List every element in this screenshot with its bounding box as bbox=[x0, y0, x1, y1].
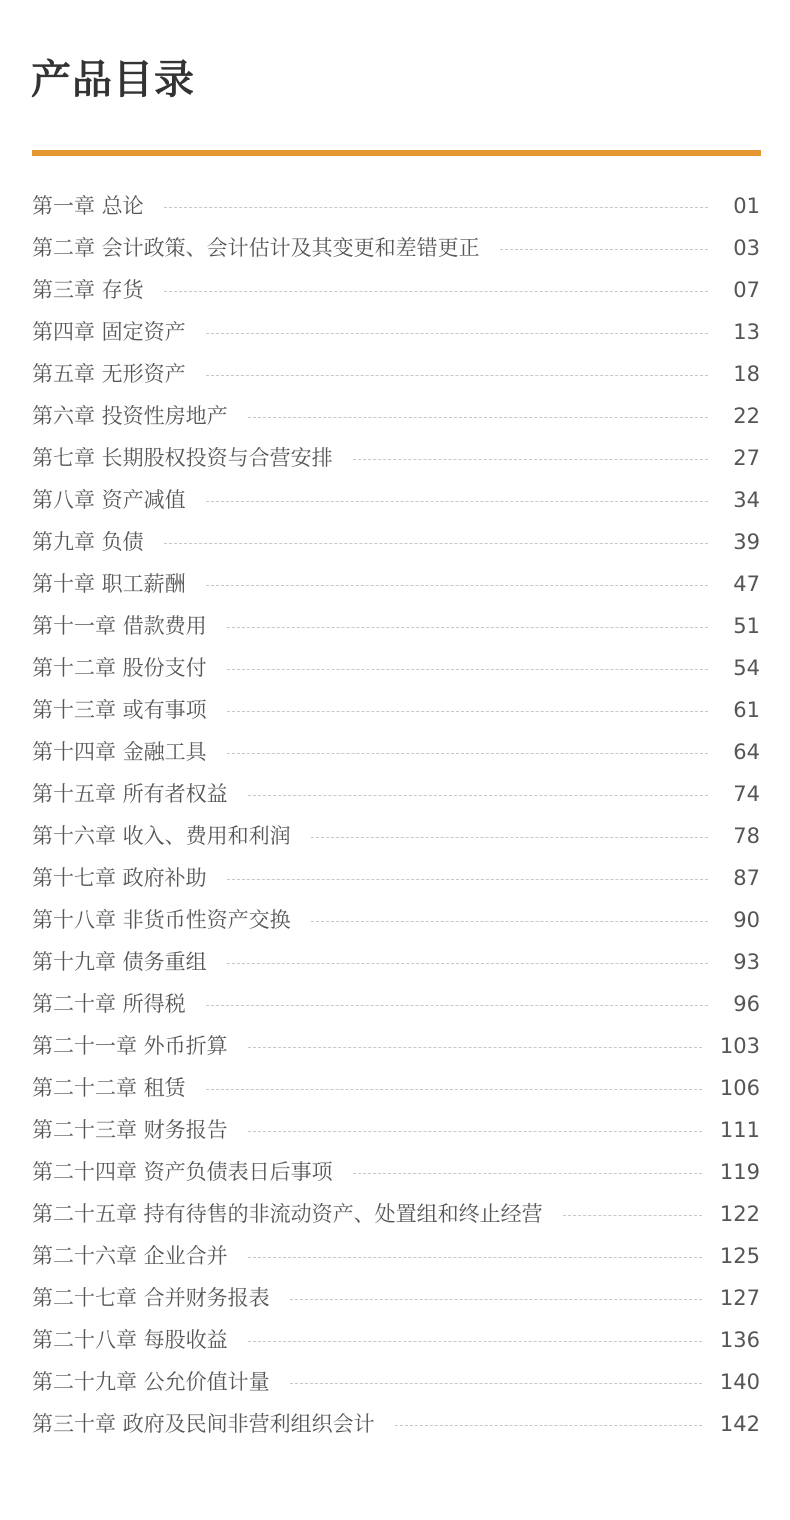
toc-page-number: 18 bbox=[733, 362, 760, 386]
toc-page-number: 93 bbox=[733, 950, 760, 974]
toc-entry[interactable] bbox=[32, 1403, 760, 1445]
toc-page-number: 140 bbox=[719, 1370, 760, 1394]
toc-entry[interactable] bbox=[32, 1067, 760, 1109]
toc-entry[interactable] bbox=[32, 1151, 760, 1193]
toc-chapter-title: 第二十三章 财务报告 bbox=[32, 1118, 228, 1142]
toc-dot-leader bbox=[164, 207, 708, 208]
toc-entry[interactable] bbox=[32, 605, 760, 647]
toc-chapter-title: 第五章 无形资产 bbox=[32, 362, 186, 386]
toc-dot-leader bbox=[248, 1257, 702, 1258]
toc-chapter-title: 第十六章 收入、费用和利润 bbox=[32, 824, 291, 848]
toc-dot-leader bbox=[500, 249, 708, 250]
toc-page-number: 27 bbox=[733, 446, 760, 470]
toc-page-number: 119 bbox=[719, 1160, 760, 1184]
toc-page-number: 64 bbox=[733, 740, 760, 764]
toc-chapter-title: 第十四章 金融工具 bbox=[32, 740, 207, 764]
toc-dot-leader bbox=[227, 879, 708, 880]
toc-page-number: 106 bbox=[719, 1076, 760, 1100]
toc-chapter-title: 第九章 负债 bbox=[32, 530, 144, 554]
toc-dot-leader bbox=[353, 459, 708, 460]
toc-page-number: 78 bbox=[733, 824, 760, 848]
toc-entry[interactable] bbox=[32, 1277, 760, 1319]
toc-dot-leader bbox=[248, 795, 708, 796]
toc-dot-leader bbox=[164, 543, 708, 544]
toc-page-number: 103 bbox=[719, 1034, 760, 1058]
toc-entry[interactable] bbox=[32, 437, 760, 479]
toc-chapter-title: 第十七章 政府补助 bbox=[32, 866, 207, 890]
toc-entry[interactable] bbox=[32, 689, 760, 731]
toc-chapter-title: 第八章 资产减值 bbox=[32, 488, 186, 512]
toc-chapter-title: 第二十八章 每股收益 bbox=[32, 1328, 228, 1352]
toc-entry[interactable] bbox=[32, 269, 760, 311]
toc-entry[interactable] bbox=[32, 899, 760, 941]
title-divider bbox=[32, 150, 761, 156]
toc-page-number: 125 bbox=[719, 1244, 760, 1268]
toc-chapter-title: 第二十一章 外币折算 bbox=[32, 1034, 228, 1058]
toc-dot-leader bbox=[206, 585, 708, 586]
toc-dot-leader bbox=[227, 669, 708, 670]
toc-page-number: 122 bbox=[719, 1202, 760, 1226]
toc-chapter-title: 第十一章 借款费用 bbox=[32, 614, 207, 638]
toc-chapter-title: 第二十二章 租赁 bbox=[32, 1076, 186, 1100]
toc-page-number: 07 bbox=[733, 278, 760, 302]
toc-entry[interactable] bbox=[32, 353, 760, 395]
toc-dot-leader bbox=[206, 501, 708, 502]
toc-page-number: 51 bbox=[733, 614, 760, 638]
toc-chapter-title: 第三十章 政府及民间非营利组织会计 bbox=[32, 1412, 375, 1436]
toc-dot-leader bbox=[227, 627, 708, 628]
toc-entry[interactable] bbox=[32, 983, 760, 1025]
toc-chapter-title: 第二十章 所得税 bbox=[32, 992, 186, 1016]
toc-chapter-title: 第二十七章 合并财务报表 bbox=[32, 1286, 270, 1310]
toc-chapter-title: 第二十九章 公允价值计量 bbox=[32, 1370, 270, 1394]
toc-dot-leader bbox=[164, 291, 708, 292]
toc-page-number: 61 bbox=[733, 698, 760, 722]
toc-chapter-title: 第十五章 所有者权益 bbox=[32, 782, 228, 806]
toc-page-number: 34 bbox=[733, 488, 760, 512]
toc-chapter-title: 第十九章 债务重组 bbox=[32, 950, 207, 974]
toc-page-number: 111 bbox=[719, 1118, 760, 1142]
toc-entry[interactable] bbox=[32, 857, 760, 899]
toc-page-number: 74 bbox=[733, 782, 760, 806]
toc-dot-leader bbox=[227, 711, 708, 712]
toc-chapter-title: 第三章 存货 bbox=[32, 278, 144, 302]
toc-dot-leader bbox=[563, 1215, 702, 1216]
toc-chapter-title: 第十三章 或有事项 bbox=[32, 698, 207, 722]
toc-dot-leader bbox=[248, 1341, 702, 1342]
toc-entry[interactable] bbox=[32, 731, 760, 773]
toc-entry[interactable] bbox=[32, 1193, 760, 1235]
toc-dot-leader bbox=[248, 417, 708, 418]
toc-page-number: 96 bbox=[733, 992, 760, 1016]
table-of-contents bbox=[32, 185, 760, 1445]
toc-chapter-title: 第七章 长期股权投资与合营安排 bbox=[32, 446, 333, 470]
toc-chapter-title: 第二章 会计政策、会计估计及其变更和差错更正 bbox=[32, 236, 480, 260]
toc-dot-leader bbox=[311, 837, 708, 838]
toc-page-number: 54 bbox=[733, 656, 760, 680]
toc-chapter-title: 第十章 职工薪酬 bbox=[32, 572, 186, 596]
toc-page-number: 136 bbox=[719, 1328, 760, 1352]
toc-dot-leader bbox=[206, 375, 708, 376]
toc-entry[interactable] bbox=[32, 815, 760, 857]
toc-dot-leader bbox=[353, 1173, 702, 1174]
toc-page-number: 142 bbox=[719, 1412, 760, 1436]
toc-chapter-title: 第二十六章 企业合并 bbox=[32, 1244, 228, 1268]
toc-entry[interactable] bbox=[32, 773, 760, 815]
toc-page-number: 22 bbox=[733, 404, 760, 428]
toc-entry[interactable] bbox=[32, 227, 760, 269]
toc-chapter-title: 第二十四章 资产负债表日后事项 bbox=[32, 1160, 333, 1184]
toc-entry[interactable] bbox=[32, 311, 760, 353]
toc-chapter-title: 第十八章 非货币性资产交换 bbox=[32, 908, 291, 932]
toc-page-number: 127 bbox=[719, 1286, 760, 1310]
toc-page-number: 47 bbox=[733, 572, 760, 596]
toc-page-number: 39 bbox=[733, 530, 760, 554]
toc-entry[interactable] bbox=[32, 941, 760, 983]
toc-entry[interactable] bbox=[32, 647, 760, 689]
toc-page-number: 13 bbox=[733, 320, 760, 344]
toc-dot-leader bbox=[206, 333, 708, 334]
toc-entry[interactable] bbox=[32, 185, 760, 227]
toc-chapter-title: 第十二章 股份支付 bbox=[32, 656, 207, 680]
toc-page-number: 87 bbox=[733, 866, 760, 890]
toc-dot-leader bbox=[290, 1383, 702, 1384]
toc-dot-leader bbox=[290, 1299, 702, 1300]
toc-dot-leader bbox=[206, 1089, 702, 1090]
toc-chapter-title: 第六章 投资性房地产 bbox=[32, 404, 228, 428]
toc-dot-leader bbox=[227, 753, 708, 754]
toc-dot-leader bbox=[206, 1005, 708, 1006]
toc-dot-leader bbox=[227, 963, 708, 964]
toc-chapter-title: 第一章 总论 bbox=[32, 194, 144, 218]
toc-dot-leader bbox=[248, 1131, 702, 1132]
toc-entry[interactable] bbox=[32, 479, 760, 521]
toc-chapter-title: 第四章 固定资产 bbox=[32, 320, 186, 344]
toc-dot-leader bbox=[395, 1425, 702, 1426]
toc-entry[interactable] bbox=[32, 563, 760, 605]
toc-entry[interactable] bbox=[32, 1109, 760, 1151]
toc-entry[interactable] bbox=[32, 1235, 760, 1277]
toc-dot-leader bbox=[311, 921, 708, 922]
toc-page-number: 01 bbox=[733, 194, 760, 218]
toc-entry[interactable] bbox=[32, 1361, 760, 1403]
toc-entry[interactable] bbox=[32, 521, 760, 563]
toc-dot-leader bbox=[248, 1047, 702, 1048]
page-title: 产品目录 bbox=[31, 57, 195, 103]
toc-chapter-title: 第二十五章 持有待售的非流动资产、处置组和终止经营 bbox=[32, 1202, 543, 1226]
toc-page-number: 90 bbox=[733, 908, 760, 932]
toc-entry[interactable] bbox=[32, 395, 760, 437]
toc-page-number: 03 bbox=[733, 236, 760, 260]
toc-entry[interactable] bbox=[32, 1319, 760, 1361]
toc-entry[interactable] bbox=[32, 1025, 760, 1067]
